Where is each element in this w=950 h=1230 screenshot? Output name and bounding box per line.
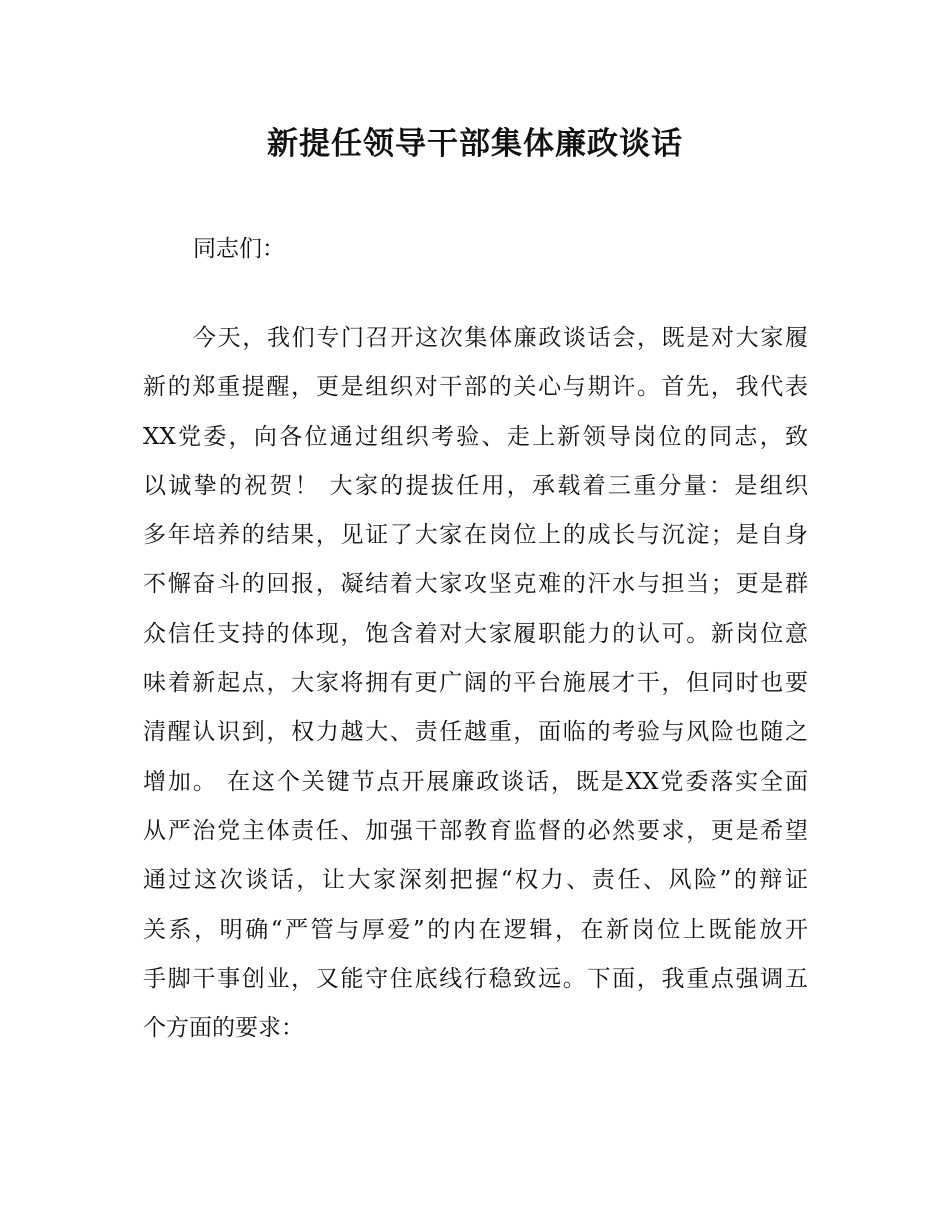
paragraph-line: 通过这次谈话，让大家深刻把握“权力、责任、风险”的辩证 xyxy=(143,867,808,894)
paragraph-line: 关系，明确“严管与厚爱”的内在逻辑，在新岗位上既能放开 xyxy=(143,916,808,943)
paragraph-line: XX党委，向各位通过组织考验、走上新领导岗位的同志，致 xyxy=(143,423,808,450)
paragraph-line: 不懈奋斗的回报，凝结着大家攻坚克难的汗水与担当；更是群 xyxy=(143,571,808,598)
document-title: 新提任领导干部集体廉政谈话 xyxy=(267,126,683,162)
paragraph-line: 清醒认识到，权力越大、责任越重，面临的考验与风险也随之 xyxy=(143,719,808,746)
paragraph-line: 今天，我们专门召开这次集体廉政谈话会，既是对大家履 xyxy=(193,325,808,351)
paragraph-line: 个方面的要求： xyxy=(143,1015,304,1042)
paragraph-line: 增加。 在这个关键节点开展廉政谈话，既是XX党委落实全面 xyxy=(143,768,808,795)
body-paragraph xyxy=(143,322,808,1061)
paragraph-line: 众信任支持的体现，饱含着对大家履职能力的认可。新岗位意 xyxy=(143,620,808,647)
paragraph-line: 从严治党主体责任、加强干部教育监督的必然要求，更是希望 xyxy=(143,817,808,844)
paragraph-line: 味着新起点，大家将拥有更广阔的平台施展才干，但同时也要 xyxy=(143,670,808,697)
paragraph-line: 手脚干事创业，又能守住底线行稳致远。下面，我重点强调五 xyxy=(143,965,808,992)
greeting: 同志们： xyxy=(193,236,285,262)
paragraph-line: 新的郑重提醒，更是组织对干部的关心与期许。首先，我代表 xyxy=(143,374,808,401)
paragraph-line: 多年培养的结果，见证了大家在岗位上的成长与沉淀；是自身 xyxy=(143,522,808,549)
paragraph-line: 以诚挚的祝贺！ 大家的提拔任用，承载着三重分量：是组织 xyxy=(143,472,808,499)
